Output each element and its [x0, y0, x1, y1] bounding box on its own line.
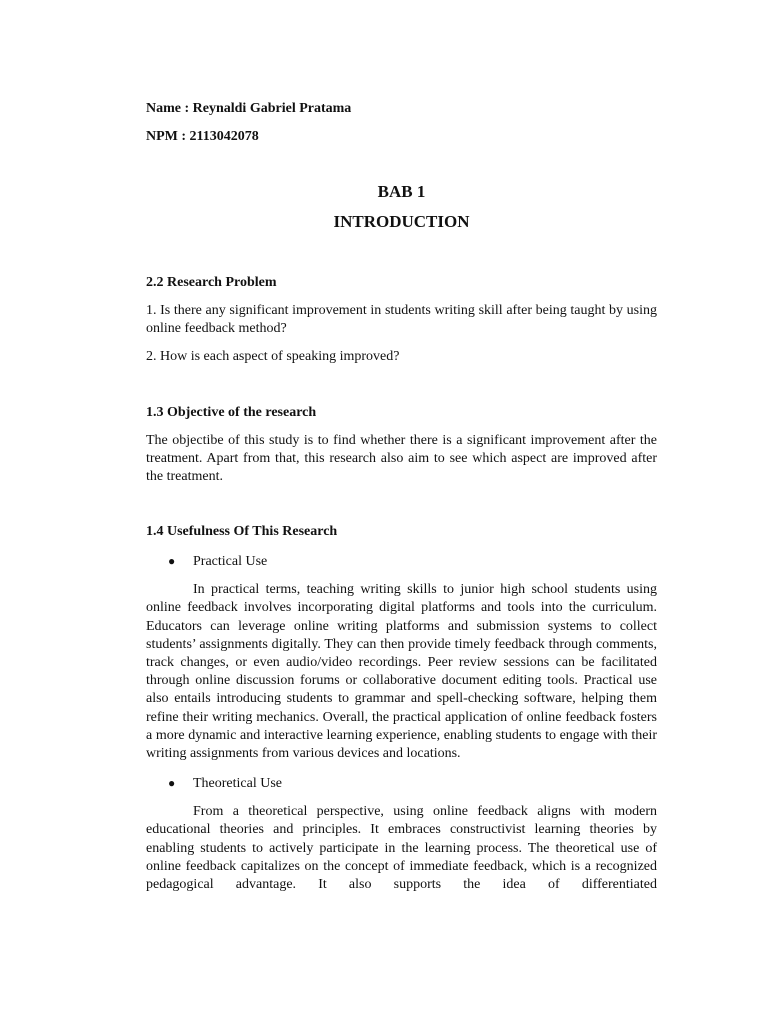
objective-heading: 1.3 Objective of the research	[146, 404, 317, 420]
student-npm: NPM : 2113042078	[146, 129, 259, 144]
chapter-title: INTRODUCTION	[333, 212, 470, 231]
bullet-dot-icon: ●	[168, 554, 176, 569]
research-question-1: 1. Is there any significant improvement in students writing skill after being taught by using online feedback method?	[146, 303, 657, 337]
bullet-dot-icon: ●	[168, 776, 176, 791]
student-name: Name : Reynaldi Gabriel Pratama	[146, 101, 352, 116]
practical-use-text: In practical terms, teaching writing skills to junior high school students using online feedback involves incorporating digital platforms and tools into the curriculum. Educators can leverage online writing platforms and submission systems to collect students’ assignments digitally. They can then provide timely feedback through comments, track changes, or even audio/video recordings. Peer review sessions can be facilitated through online discussion forums or collaborative document editing tools. Practical use also entails introducing students to grammar and spell-checking software, helping them refine their writing mechanics. Overall, the practical application of online feedback fosters a more dynamic and interactive learning experience, enabling students to engage with their writing assignments from various devices and locations.	[146, 582, 657, 762]
practical-use-label: Practical Use	[193, 554, 268, 570]
theoretical-use-label: Theoretical Use	[193, 776, 283, 792]
document-page	[146, 100, 657, 894]
research-problem-heading: 2.2 Research Problem	[146, 275, 277, 290]
objective-text: The objectibe of this study is to find whether there is a significant improvement after the treatment. Apart from that, this research also aim to see which aspect are improved after the treatment.	[146, 432, 657, 485]
theoretical-use-text: From a theoretical perspective, using online feedback aligns with modern educational theories and principles. It embraces constructivist learning theories by enabling students to actively participate in the learning process. The theoretical use of online feedback capitalizes on the concept of immediate feedback, which is a recognized pedagogical advantage. It also supports the idea of differentiated	[146, 804, 657, 893]
usefulness-heading: 1.4 Usefulness Of This Research	[146, 524, 338, 540]
chapter-number: BAB 1	[377, 182, 426, 201]
research-question-2: 2. How is each aspect of speaking improved?	[146, 349, 400, 365]
bullet-theoretical-use	[146, 774, 657, 793]
bullet-practical-use	[146, 552, 657, 571]
